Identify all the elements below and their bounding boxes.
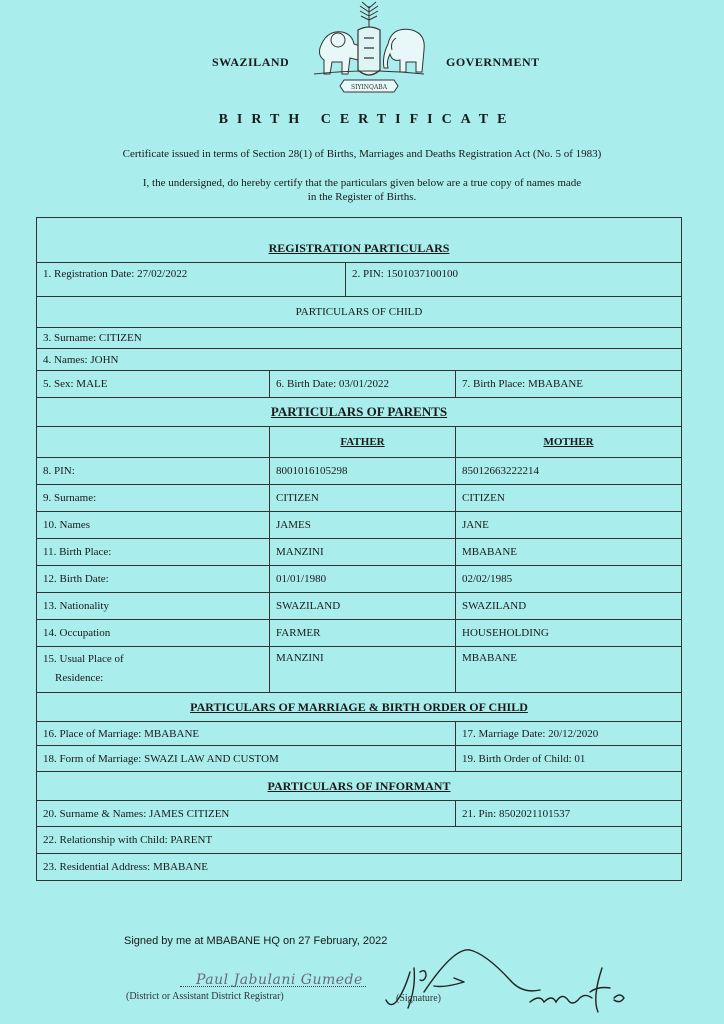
handwritten-signature-icon bbox=[380, 942, 640, 1022]
residence-label bbox=[37, 647, 270, 693]
mother-value: HOUSEHOLDING bbox=[456, 620, 682, 647]
parents-blank-cell bbox=[37, 427, 270, 458]
informant-name: 20. Surname & Names: JAMES CITIZEN bbox=[37, 801, 456, 827]
registration-heading: REGISTRATION PARTICULARS bbox=[37, 218, 682, 263]
informant-pin: 21. Pin: 8502021101537 bbox=[456, 801, 682, 827]
child-surname: 3. Surname: CITIZEN bbox=[37, 328, 682, 349]
mother-value: SWAZILAND bbox=[456, 593, 682, 620]
father-value: FARMER bbox=[270, 620, 456, 647]
certify-line-1: I, the undersigned, do hereby certify that the particulars given below are a true copy of names made bbox=[142, 177, 582, 189]
certify-line-2: in the Register of Births. bbox=[307, 191, 417, 203]
mother-value: CITIZEN bbox=[456, 485, 682, 512]
registrar-label: (District or Assistant District Registrar) bbox=[126, 991, 284, 1002]
parent-row-label: 8. PIN: bbox=[37, 458, 270, 485]
document-title: BIRTH CERTIFICATE bbox=[218, 112, 516, 127]
father-residence: MANZINI bbox=[270, 647, 456, 693]
parent-row-label: 10. Names bbox=[37, 512, 270, 539]
father-value: CITIZEN bbox=[270, 485, 456, 512]
father-value: 01/01/1980 bbox=[270, 566, 456, 593]
parent-row-label: 13. Nationality bbox=[37, 593, 270, 620]
child-heading: PARTICULARS OF CHILD bbox=[37, 297, 682, 328]
issued-statement: Certificate issued in terms of Section 28(1) of Births, Marriages and Deaths Registration Act (No. 5 of 1983) bbox=[122, 148, 602, 160]
signature-label: (Signature) bbox=[396, 993, 441, 1004]
father-column-header: FATHER bbox=[270, 427, 456, 458]
marriage-date: 17. Marriage Date: 20/12/2020 bbox=[456, 722, 682, 746]
parent-row-label: 14. Occupation bbox=[37, 620, 270, 647]
informant-relationship: 22. Relationship with Child: PARENT bbox=[37, 827, 682, 854]
mother-value: JANE bbox=[456, 512, 682, 539]
marriage-place: 16. Place of Marriage: MBABANE bbox=[37, 722, 456, 746]
parent-row-label: 12. Birth Date: bbox=[37, 566, 270, 593]
informant-heading: PARTICULARS OF INFORMANT bbox=[37, 772, 682, 801]
mother-value: 85012663222214 bbox=[456, 458, 682, 485]
residence-label-line-1: 15. Usual Place of bbox=[43, 653, 124, 665]
child-names: 4. Names: JOHN bbox=[37, 349, 682, 371]
registrar-dotted-line bbox=[180, 986, 366, 987]
parent-row-label: 11. Birth Place: bbox=[37, 539, 270, 566]
mother-value: 02/02/1985 bbox=[456, 566, 682, 593]
child-birth-place: 7. Birth Place: MBABANE bbox=[456, 371, 682, 398]
birth-order: 19. Birth Order of Child: 01 bbox=[456, 746, 682, 772]
parent-row-label: 9. Surname: bbox=[37, 485, 270, 512]
registration-pin: 2. PIN: 1501037100100 bbox=[346, 263, 682, 297]
child-sex: 5. Sex: MALE bbox=[37, 371, 270, 398]
header-swaziland: SWAZILAND bbox=[212, 55, 290, 69]
mother-residence: MBABANE bbox=[456, 647, 682, 693]
motto-text: SIYINQABA bbox=[350, 84, 388, 91]
father-value: SWAZILAND bbox=[270, 593, 456, 620]
header-government: GOVERNMENT bbox=[446, 55, 540, 69]
certify-statement bbox=[0, 176, 724, 204]
signed-statement: Signed by me at MBABANE HQ on 27 February, 2022 bbox=[124, 935, 388, 947]
mother-value: MBABANE bbox=[456, 539, 682, 566]
father-value: JAMES bbox=[270, 512, 456, 539]
certificate-table bbox=[36, 217, 682, 881]
father-value: MANZINI bbox=[270, 539, 456, 566]
informant-address: 23. Residential Address: MBABANE bbox=[37, 854, 682, 881]
registration-date: 1. Registration Date: 27/02/2022 bbox=[37, 263, 346, 297]
residence-label-line-2: Residence: bbox=[55, 672, 104, 684]
child-birth-date: 6. Birth Date: 03/01/2022 bbox=[270, 371, 456, 398]
parents-heading: PARTICULARS OF PARENTS bbox=[37, 398, 682, 427]
marriage-heading: PARTICULARS OF MARRIAGE & BIRTH ORDER OF CHILD bbox=[37, 693, 682, 722]
father-value: 8001016105298 bbox=[270, 458, 456, 485]
registrar-name: Paul Jabulani Gumede bbox=[196, 972, 363, 988]
mother-column-header: MOTHER bbox=[456, 427, 682, 458]
coat-of-arms-emblem bbox=[300, 0, 438, 100]
marriage-form: 18. Form of Marriage: SWAZI LAW AND CUSTOM bbox=[37, 746, 456, 772]
